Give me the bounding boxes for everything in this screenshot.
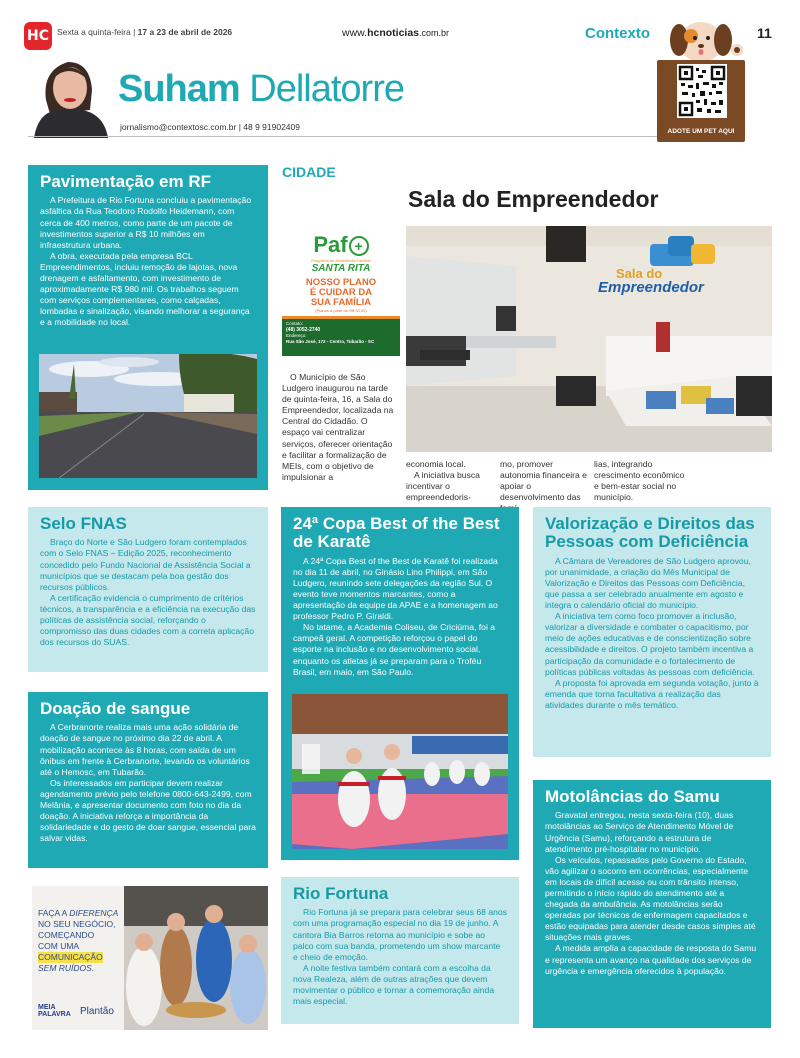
paf-logo: Paf + <box>282 232 400 258</box>
meia-palavra-ad[interactable] <box>32 886 268 1030</box>
paf-subtitle: Programa de Assistência Familiar <box>311 258 371 263</box>
article-paragraph: A proposta foi aprovada em segunda votação, junto à emenda que torna facultativa a realização das atividades durante o mês temático. <box>545 677 759 710</box>
article-paragraph: mo, promover autonomia financeira e apoiar o desenvolvimento das <box>500 459 587 503</box>
article-selo-fnas <box>28 507 268 672</box>
section-label: Contexto <box>585 25 650 42</box>
article-paragraph: Braço do Norte e São Ludgero foram contemplados com o Selo FNAS – Edição 2025, reconhecimento concedido pelo Fundo Nacional de Assistência Social a municípios que se destacam pela boa gestão dos recursos públicos. <box>40 537 251 592</box>
road-photo <box>39 354 257 478</box>
cross-icon: + <box>349 236 369 256</box>
sala-column-1 <box>282 372 394 483</box>
adopt-pet-label: ADOTE UM PET AQUI <box>667 128 735 135</box>
article-paragraph: No tatame, a Academia Coliseu, de Criciúma, foi a campeã geral. A competição reforçou o papel do esporte na inclusão e no desenvolvimento social, enquanto os atletas já se preparam para o Troféu Brasil, em maio, em São Paulo. <box>293 622 496 677</box>
paf-price-note: (Planos a partir de R$ 33,00) <box>315 308 367 313</box>
dateline-date: 17 a 23 de abril de 2026 <box>137 27 233 37</box>
article-paragraph: A certificação evidencia o cumprimento de critérios técnicos, a transparência e a eficiência na execução das políticas de assistência social, reforçando o compromisso das duas cidades com a correta aplicação dos recursos do SUAS. <box>40 592 256 648</box>
dog-icon <box>655 14 747 64</box>
sala-photo <box>406 226 772 452</box>
paf-line2: É CUIDAR DA <box>309 287 373 298</box>
article-title-sala: Sala do Empreendedor <box>408 186 659 212</box>
article-title: 24ª Copa Best of the Best de Karatê <box>293 514 500 552</box>
article-doacao-sangue <box>28 692 268 868</box>
dateline <box>57 27 232 37</box>
article-paragraph: Rio Fortuna já se prepara para celebrar seus 68 anos com uma programação especial no dia 19 de junho. A cantora Bia Barros retorna ao município e sobe ao palco com sua banda, prometendo um show marcante e cheio de emoção. <box>293 907 507 962</box>
article-paragraph: lias, integrando crescimento econômico e bem-estar social no município. <box>594 459 685 503</box>
article-title: Valorização e Direitos das Pessoas com Deficiência <box>545 514 755 552</box>
plantao-logo: Plantão <box>80 1006 114 1017</box>
article-paragraph: economia local. <box>406 459 466 469</box>
paf-contact-label: Contato: <box>286 321 304 326</box>
article-title: Selo FNAS <box>40 514 127 533</box>
article-paragraph: A medida amplia a capacidade de resposta do Samu e representa um avanço na qualidade dos serviços de urgência e emergência oferecidos à população. <box>545 943 757 976</box>
ad-line-5: COMUNICAÇÃO <box>38 952 103 962</box>
author-last-name: Dellatorre <box>239 68 404 110</box>
article-paragraph: A obra, executada pela empresa BCL Empreendimentos, incluiu remoção de lajotas, nova drenagem e asfaltamento, com investimento de aproximadamente R$ 980 mil. Os trabalhos seguem com serviços complementares, como calçadas, lombadas e sinalização, visando melhorar a segurança e a mobilidade no local. <box>40 250 250 328</box>
dateline-prefix: Sexta a quinta-feira | <box>57 27 138 37</box>
article-paragraph: O Município de São Ludgero inaugurou na tarde de quinta-feira, 16, a Sala do Empreendedor, localizada na Central do Cidadão. O espaço vai centralizar serviços, oferecer orientação e facilitar a formalização de MEIs, com o objetivo de impulsionar a <box>282 372 394 482</box>
paf-address: Rua São José, 172 - Centro, Tubarão - SC <box>286 339 375 344</box>
sala-column-2 <box>406 459 494 503</box>
site-suffix: .com.br <box>419 28 450 38</box>
ad-line-3: COMEÇANDO <box>38 930 95 940</box>
author-avatar <box>28 50 110 138</box>
sign-text-1: Sala do <box>616 266 663 281</box>
article-paragraph: A Câmara de Vereadores de São Ludgero aprovou, por unanimidade, a criação do Mês Municipal de Valorização e Direitos das Pessoas com Deficiência, que passa a ser celebrado anualmente em agosto e integra o calendário oficial do município. <box>545 555 751 611</box>
article-paragraph: A noite festiva também contará com a escolha da nova Realeza, além de outras atrações que devem movimentar o público e tornar a comemoração ainda mais especial. <box>293 962 495 1007</box>
site-name: hcnoticias <box>367 27 420 39</box>
ad-line-2: NO SEU NEGÓCIO, <box>38 919 116 929</box>
article-paragraph: A iniciativa busca incentivar o empreendedoris- <box>406 470 480 503</box>
paf-ad[interactable] <box>282 228 400 356</box>
site-url[interactable] <box>342 27 449 39</box>
article-title: Rio Fortuna <box>293 884 389 903</box>
article-title: Pavimentação em RF <box>40 172 212 191</box>
header-divider <box>28 136 738 137</box>
sala-column-4 <box>594 459 686 503</box>
article-paragraph: A 24ª Copa Best of the Best de Karatê foi realizada no dia 11 de abril, no Ginásio Lino Philippi, em São Ludgero, reunindo sete delegações da região Sul. O evento teve momentos marcantes, como a apresentação da equipe da APAE e a homenagem ao professor Pedro P. Giraldi. <box>293 555 498 622</box>
author-first-name: Suham <box>118 68 240 110</box>
qr-code[interactable] <box>677 64 727 118</box>
article-rio-fortuna <box>281 877 519 1024</box>
paf-phone: (48) 3052-2740 <box>286 327 321 333</box>
meia-palavra-logo: MEIA PALAVRA <box>38 1004 71 1018</box>
author-contact[interactable]: jornalismo@contextosc.com.br | 48 9 91902409 <box>120 122 300 132</box>
article-paragraph: Os interessados em participar devem realizar agendamento prévio pelo telefone 0800-643-2499, com Melânia, e apresentar documento com foto no dia da doação. A iniciativa reforça a importância da solidariedade e do gesto de doar sangue, essencial para salvar vidas. <box>40 777 256 844</box>
article-samu <box>533 780 771 1028</box>
ad-line-4: COM UMA <box>38 941 80 951</box>
article-paragraph: A Prefeitura de Rio Fortuna concluiu a pavimentação asfáltica da Rua Teodoro Rodolfo Heidemann, com cerca de 400 metros, como parte de um pacote de investimentos superior a R$ 10 milhões em infraestrutura urbana. <box>40 195 252 250</box>
ad-line-6: SEM RUÍDOS. <box>38 963 95 973</box>
hc-logo: HC <box>24 22 52 50</box>
site-prefix: www. <box>342 27 368 39</box>
article-title: Doação de sangue <box>40 699 191 718</box>
page-number: 11 <box>757 25 772 41</box>
article-paragraph: A Cerbranorte realiza mais uma ação solidária de doação de sangue no próximo dia 22 de abril. A mobilização acontece às 8 horas, com saída de um ônibus em frente à Cerbranorte, levando os voluntários até o Hemosc, em Tubarão. <box>40 722 250 777</box>
article-title: Motolâncias do Samu <box>545 787 720 806</box>
article-paragraph: Gravatal entregou, nesta sexta-feira (10), duas motolâncias ao Serviço de Atendimento Móvel de Urgência (Samu), reforçando a estrutura de atendimento pré-hospitalar no município. <box>545 810 734 854</box>
paf-line1: NOSSO PLANO <box>305 277 377 288</box>
article-valorizacao <box>533 507 771 757</box>
author-name <box>118 68 404 111</box>
article-paragraph: Os veículos, repassados pelo Governo do Estado, vão agilizar o socorro em ocorrências, especialmente em locais de difícil acesso ou com trânsito intenso, permitindo o início rápido do atendimento até a chegada da ambulância. As motolâncias serão operadas por técnicos de enfermagem capacitados e estão equipadas para atender desde casos simples até situações mais graves. <box>545 854 756 943</box>
karate-photo <box>292 694 508 849</box>
paf-line3: SUA FAMÍLIA <box>310 297 372 308</box>
ad-photo <box>124 886 268 1030</box>
ad-line-1: FAÇA A DIFERENÇA <box>38 908 119 918</box>
paf-brand: SANTA RITA <box>311 263 371 274</box>
paf-address-label: Endereço: <box>286 333 307 338</box>
article-paragraph: A iniciativa tem como foco promover a inclusão, valorizar a diversidade e combater o capacitismo, por meio de ações educativas e de conscientização sobre acessibilidade e direitos. O projeto também incentiva a participação da comunidade e o fortalecimento de políticas públicas voltadas às pessoas com deficiência. <box>545 611 755 677</box>
sign-text-2: Empreendedor <box>598 279 704 296</box>
section-cidade: CIDADE <box>282 164 336 180</box>
